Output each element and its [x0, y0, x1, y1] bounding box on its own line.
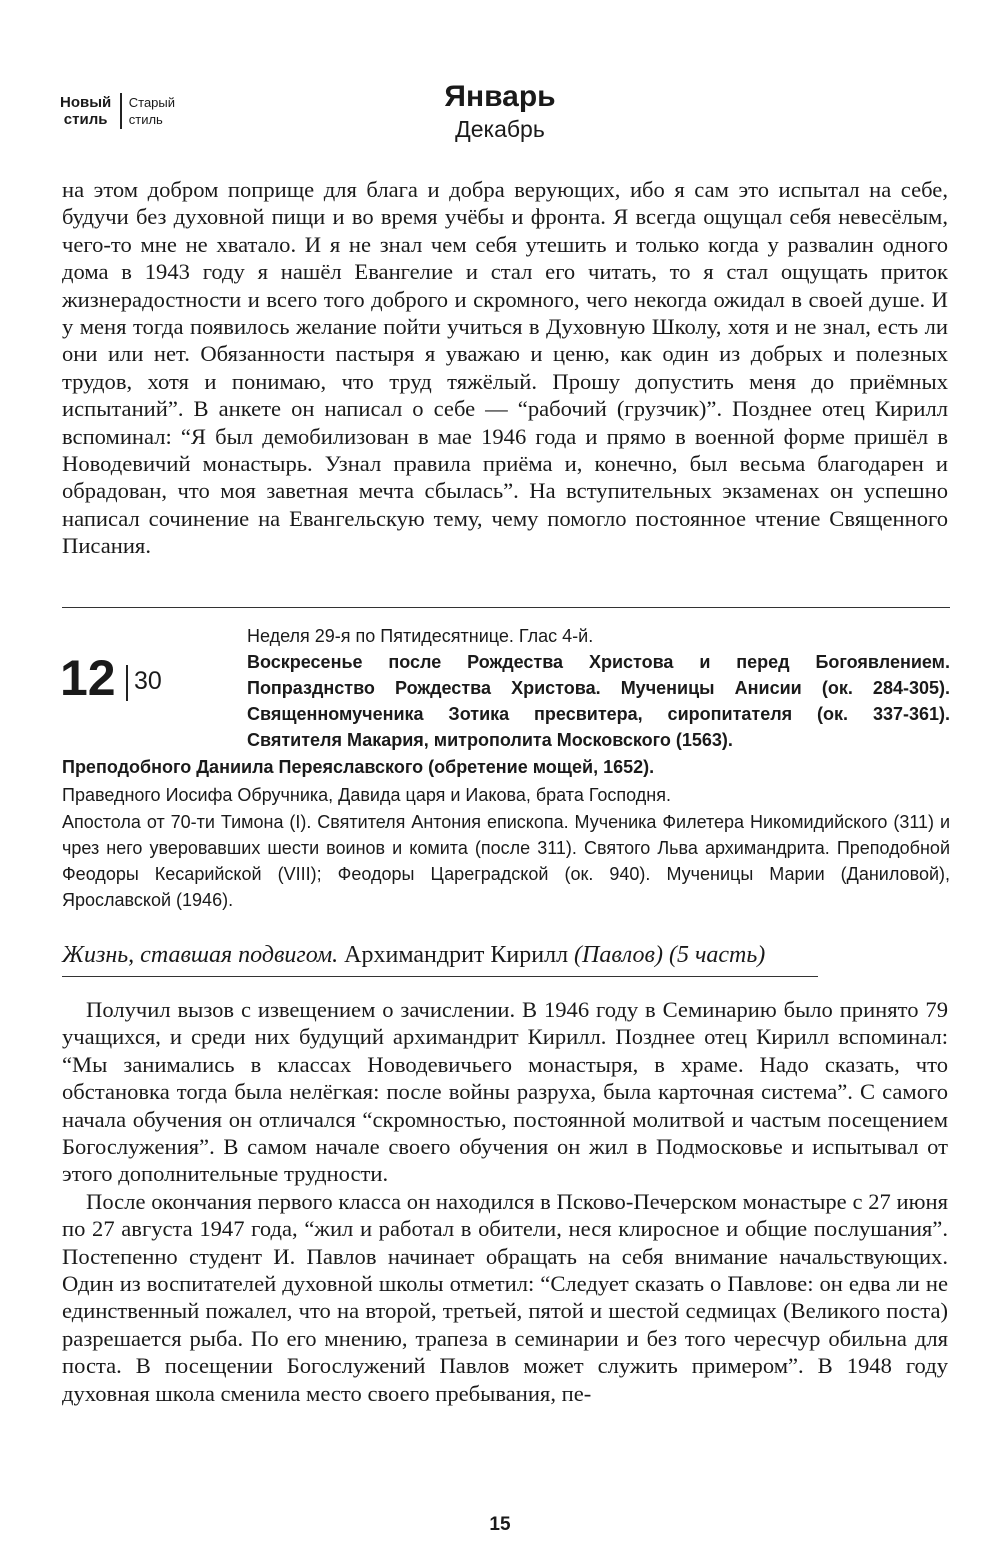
person-name: Архимандрит Кирилл: [344, 942, 569, 968]
old-style-date: 30: [134, 667, 162, 695]
month-header: [0, 80, 1000, 144]
legend-old-line1: Старый: [128, 95, 176, 110]
article-paragraph: После окончания первого класса он находился в Псково-Печерском монастыре с 27 июня по 27 августа 1947 года, “жил и работал в обители, неся клиросное и общие послушания”. Постепенно студент И. Павлов начинает обращать на себя внимание начальствующих. Один из воспитателей духовной школы отметил: “Следует сказать о Павлове: он едва ли не единственный пожалел, что на второй, третьей, пятой и шестой седмицах (Великого поста) разрешается рыба. По его мнению, трапеза в семинарии и без того чересчур обильна для поста. В посещении Богослужений Павлов может служить примером”. В 1948 году духовная школа сменила место своего пребывания, пе-: [62, 1188, 948, 1406]
week-line: Неделя 29-я по Пятидесятнице. Глас 4-й.: [247, 626, 594, 646]
title-underline: [62, 976, 818, 977]
series-title: Жизнь, ставшая подвигом.: [62, 942, 339, 968]
saint-daniel-line: Преподобного Даниила Переяславского (обретение мощей, 1652).: [62, 757, 655, 777]
month-old-style: Декабрь: [455, 116, 545, 142]
date-divider: [126, 665, 128, 701]
legend-old-line2: стиль: [128, 112, 163, 127]
continuation-paragraph: [62, 176, 948, 560]
article-paragraph: Получил вызов с извещением о зачислении. В 1946 году в Семинарию было принято 79 учащихся, и среди них будущий архимандрит Кирилл. Позднее отец Кирилл вспоминал: “Мы занимались в классах Новодевичьего монастыря, в храме. Надо сказать, что обстановка тогда была нелёгкая: после войны разруха, была карточная система”. С самого начала обучения он отличался “скромностью, постоянной молитвой и частым посещением Богослужения”. В самом начале своего обучения он жил в Подмосковье и испытывал от этого дополнительные трудности.: [62, 997, 948, 1187]
page-number: 15: [489, 1514, 511, 1535]
legend-new-line2: стиль: [63, 111, 108, 128]
new-style-date: 12: [60, 650, 116, 706]
legend-new-line1: Новый: [60, 94, 112, 111]
saints-list: Апостола от 70-ти Тимона (I). Святителя Антония епископа. Мученика Филетера Никомидийского (311) и чрез него уверовавших шести воинов и комита (после 311). Святого Льва архимандрита. Преподобной Феодоры Кесарийской (VIII); Феодоры Цареградской (ок. 940). Мученицы Марии (Даниловой), Ярославской (1946).: [62, 812, 950, 910]
article-body: [62, 996, 948, 1407]
feast-list-bold: Воскресенье после Рождества Христова и перед Богоявлением. Попразднство Рождества Христова. Мученицы Анисии (ок. 284-305). Священномученика Зотика пресвитера, сиропитателя (ок. 337-361). Святителя Макария, митрополита Московского (1563).: [247, 652, 950, 750]
righteous-line: Праведного Иосифа Обручника, Давида царя и Иакова, брата Господня.: [62, 785, 671, 805]
article-title: [62, 939, 765, 971]
section-divider: [62, 607, 950, 608]
person-note: (Павлов) (5 часть): [574, 942, 766, 968]
continuation-text: на этом добром поприще для блага и добра верующих, ибо я сам это испытал на себе, будучи без духовной пищи и во время учёбы и фронта. Я всегда ощущал себя невесёлым, чего-то мне не хватало. И я не знал чем себя утешить и только когда у развалин одного дома в 1943 году я нашёл Евангелие и стал его читать, то я стал ощущать приток жизнерадостности и всего того доброго и скромного, чего некогда ожидал в своей душе. И у меня тогда появилось желание пойти учиться в Духовную Школу, хотя и не знал, есть ли они или нет. Обязанности пастыря я уважаю и ценю, как один из добрых и полезных трудов, хотя и понимаю, что труд тяжёлый. Прошу допустить меня до приёмных испытаний”. В анкете он написал о себе — “рабочий (грузчик)”. Позднее отец Кирилл вспоминал: “Я был демобилизован в мае 1946 года и прямо в военной форме пришёл в Новодевичий монастырь. Узнал правила приёма и, конечно, был весьма благодарен и обрадован, что моя заветная мечта сбылась”. На вступительных экзаменах он успешно написал сочинение на Евангельскую тему, чему помогло постоянное чтение Священного Писания.: [62, 177, 948, 559]
month-new-style: Январь: [444, 80, 556, 113]
